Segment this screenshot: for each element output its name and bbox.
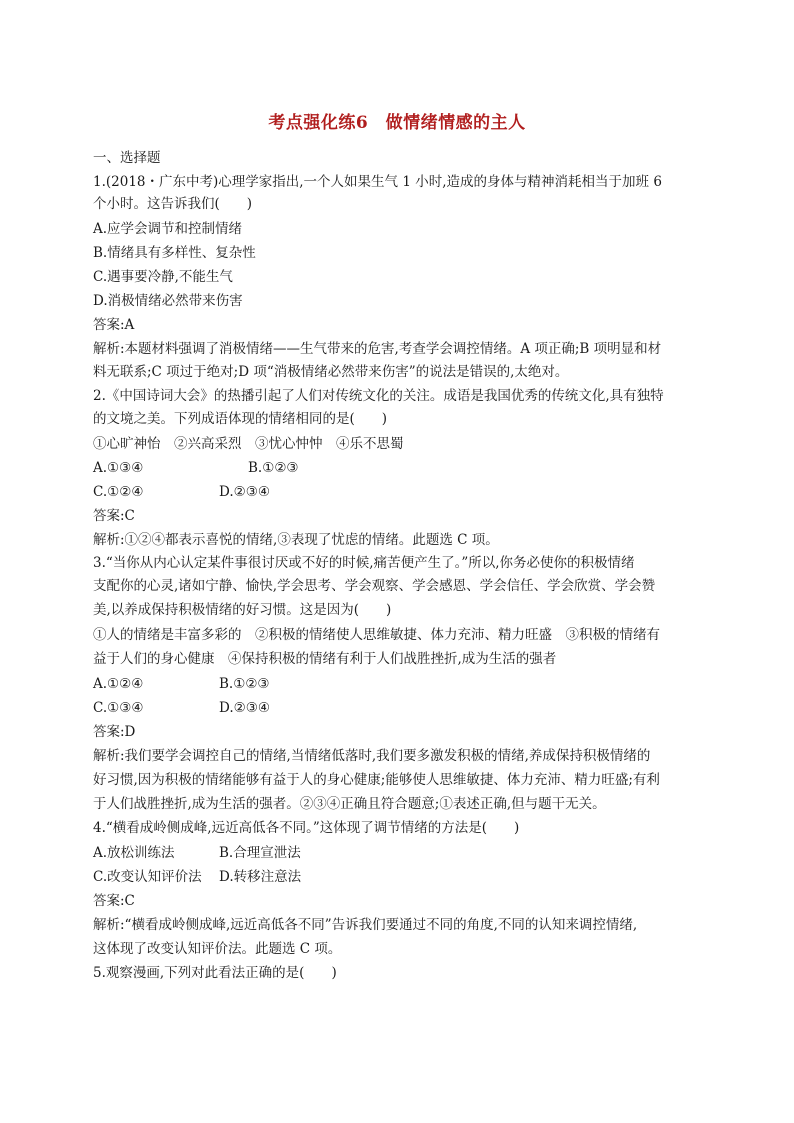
q3-option-d: D.②③④ [219,700,270,716]
q4-stem-line-1: 4.“横看成岭侧成峰,远近高低各不同。”这体现了调节情绪的方法是( ) [93,820,520,836]
q3-stem-line-1: 3.“当你从内心认定某件事很讨厌或不好的时候,痛苦便产生了。”所以,你务必使你的积极情绪 [93,555,635,571]
q1-stem-line-2: 个小时。这告诉我们( ) [93,196,253,212]
q2-items: ①心旷神怡 ②兴高采烈 ③忧心忡忡 ④乐不思蜀 [93,436,404,452]
q2-analysis-line-1: 解析:①②④都表示喜悦的情绪,③表现了忧虑的情绪。此题选 C 项。 [93,532,499,548]
q3-stem-line-3: 美,以养成保持积极情绪的好习惯。这是因为( ) [93,602,392,618]
q1-stem-line-1: 1.(2018・广东中考)心理学家指出,一个人如果生气 1 小时,造成的身体与精神消耗相当于加班 6 [93,174,662,190]
q5-stem-line-1: 5.观察漫画,下列对此看法正确的是( ) [93,965,337,981]
q3-items-line-1: ①人的情绪是丰富多彩的 ②积极的情绪使人思维敏捷、体力充沛、精力旺盛 ③积极的情绪有 [93,627,660,643]
q4-analysis-line-1: 解析:“横看成岭侧成峰,远近高低各不同”告诉我们要通过不同的角度,不同的认知来调控情绪, [93,917,638,933]
q1-option-c: C.遇事要冷静,不能生气 [93,269,233,285]
q3-stem-line-2: 支配你的心灵,诸如宁静、愉快,学会思考、学会观察、学会感恩、学会信任、学会欣赏、学会赞 [93,578,656,594]
section-heading: 一、选择题 [93,150,161,166]
q1-analysis-line-1: 解析:本题材料强调了消极情绪——生气带来的危害,考查学会调控情绪。A 项正确;B 项明显和材 [93,341,662,357]
q2-option-d: D.②③④ [219,484,270,500]
page-title: 考点强化练6 做情绪情感的主人 [268,113,526,133]
q3-option-b: B.①②③ [219,676,270,692]
q1-answer: 答案:A [93,317,135,333]
q4-analysis-line-2: 这体现了改变认知评价法。此题选 C 项。 [93,941,342,957]
q4-option-b: B.合理宣泄法 [219,845,301,861]
q4-answer: 答案:C [93,893,135,909]
q3-analysis-line-2: 好习惯,因为积极的情绪能够有益于人的身心健康;能够使人思维敏捷、体力充沛、精力旺盛;有利 [93,772,660,788]
q2-option-c: C.①②④ [93,484,144,500]
q1-option-b: B.情绪具有多样性、复杂性 [93,245,256,261]
q3-analysis-line-3: 于人们战胜挫折,成为生活的强者。②③④正确且符合题意;①表述正确,但与题干无关。 [93,796,606,812]
q3-analysis-line-1: 解析:我们要学会调控自己的情绪,当情绪低落时,我们要多激发积极的情绪,养成保持积极情绪的 [93,748,651,764]
q1-analysis-line-2: 料无联系;C 项过于绝对;D 项“消极情绪必然带来伤害”的说法是错误的,太绝对。 [93,364,569,380]
q3-option-a: A.①②④ [93,676,144,692]
q1-option-a: A.应学会调节和控制情绪 [93,221,243,237]
q4-option-a: A.放松训练法 [93,845,175,861]
q2-stem-line-1: 2.《中国诗词大会》的热播引起了人们对传统文化的关注。成语是我国优秀的传统文化,具有独特 [93,388,664,404]
q2-answer: 答案:C [93,508,135,524]
q2-stem-line-2: 的文境之美。下列成语体现的情绪相同的是( ) [93,411,388,427]
q3-items-line-2: 益于人们的身心健康 ④保持积极的情绪有利于人们战胜挫折,成为生活的强者 [93,651,557,667]
q4-option-c: C.改变认知评价法 [93,869,202,885]
q1-option-d: D.消极情绪必然带来伤害 [93,293,243,309]
q4-option-d: D.转移注意法 [219,869,302,885]
q2-option-b: B.①②③ [248,460,299,476]
q2-option-a: A.①③④ [93,460,144,476]
q3-option-c: C.①③④ [93,700,144,716]
q3-answer: 答案:D [93,724,136,740]
